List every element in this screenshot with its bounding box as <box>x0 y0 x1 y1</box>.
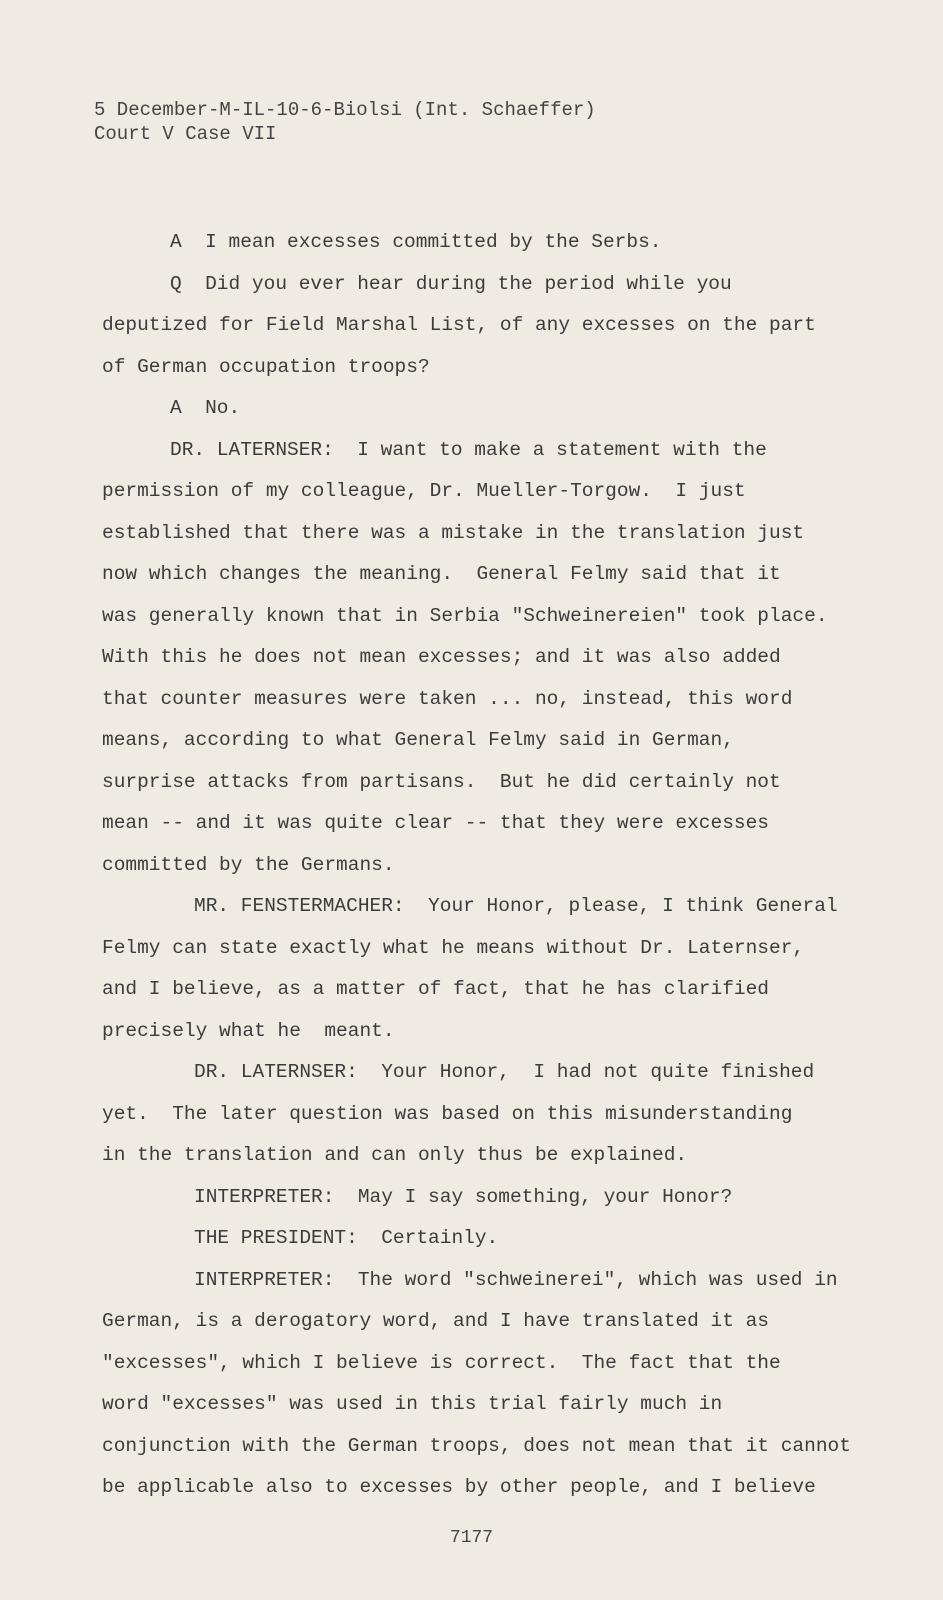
transcript-line: "excesses", which I believe is correct. The fact that the <box>102 1351 781 1374</box>
transcript-line: conjunction with the German troops, does not mean that it cannot <box>102 1434 851 1457</box>
transcript-line: permission of my colleague, Dr. Mueller-Torgow. I just <box>102 480 746 502</box>
transcript-line: INTERPRETER: May I say something, your Honor? <box>194 1185 733 1208</box>
page-number: 7177 <box>449 1528 494 1548</box>
transcript-line: of German occupation troops? <box>102 355 430 378</box>
header-line-2: Court V Case VII <box>94 123 277 145</box>
transcript-line: Felmy can state exactly what he means without Dr. Laternser, <box>102 936 805 959</box>
transcript-line: German, is a derogatory word, and I have translated it as <box>102 1310 770 1332</box>
transcript-line: A I mean excesses committed by the Serbs. <box>170 231 662 253</box>
transcript-line: word "excesses" was used in this trial fairly much in <box>102 1393 723 1415</box>
transcript-line: With this he does not mean excesses; and it was also added <box>102 646 781 668</box>
transcript-line: in the translation and can only thus be explained. <box>102 1144 688 1166</box>
transcript-line: mean -- and it was quite clear -- that they were excesses <box>102 812 770 834</box>
transcript-line: and I believe, as a matter of fact, that he has clarified <box>102 978 770 1000</box>
transcript-line: precisely what he meant. <box>102 1019 395 1042</box>
header-line-1: 5 December-M-IL-10-6-Biolsi (Int. Schaeffer) <box>94 99 596 121</box>
transcript-line: surprise attacks from partisans. But he did certainly not <box>102 770 781 793</box>
transcript-line: deputized for Field Marshal List, of any excesses on the part <box>102 314 816 336</box>
transcript-line: yet. The later question was based on this misunderstanding <box>102 1102 793 1125</box>
transcript-line: DR. LATERNSER: I want to make a statement with the <box>170 438 767 461</box>
transcript-line: committed by the Germans. <box>102 853 395 876</box>
transcript-line: Q Did you ever hear during the period while you <box>170 272 732 295</box>
transcript-line: be applicable also to excesses by other people, and I believe <box>102 1476 816 1498</box>
transcript-line: now which changes the meaning. General Felmy said that it <box>102 563 781 585</box>
transcript-line: that counter measures were taken ... no, instead, this word <box>102 687 793 710</box>
document-header <box>94 98 596 146</box>
transcript-line: INTERPRETER: The word "schweinerei", which was used in <box>194 1268 838 1291</box>
transcript-line: DR. LATERNSER: Your Honor, I had not quite finished <box>194 1061 815 1083</box>
transcript-line: THE PRESIDENT: Certainly. <box>194 1227 499 1249</box>
transcript-body <box>102 222 902 1509</box>
transcript-line: established that there was a mistake in the translation just <box>102 521 805 544</box>
transcript-line: was generally known that in Serbia "Schweinereien" took place. <box>102 604 828 627</box>
transcript-line: means, according to what General Felmy said in German, <box>102 729 734 751</box>
transcript-line: A No. <box>170 397 241 419</box>
transcript-line: MR. FENSTERMACHER: Your Honor, please, I think General <box>194 895 838 917</box>
